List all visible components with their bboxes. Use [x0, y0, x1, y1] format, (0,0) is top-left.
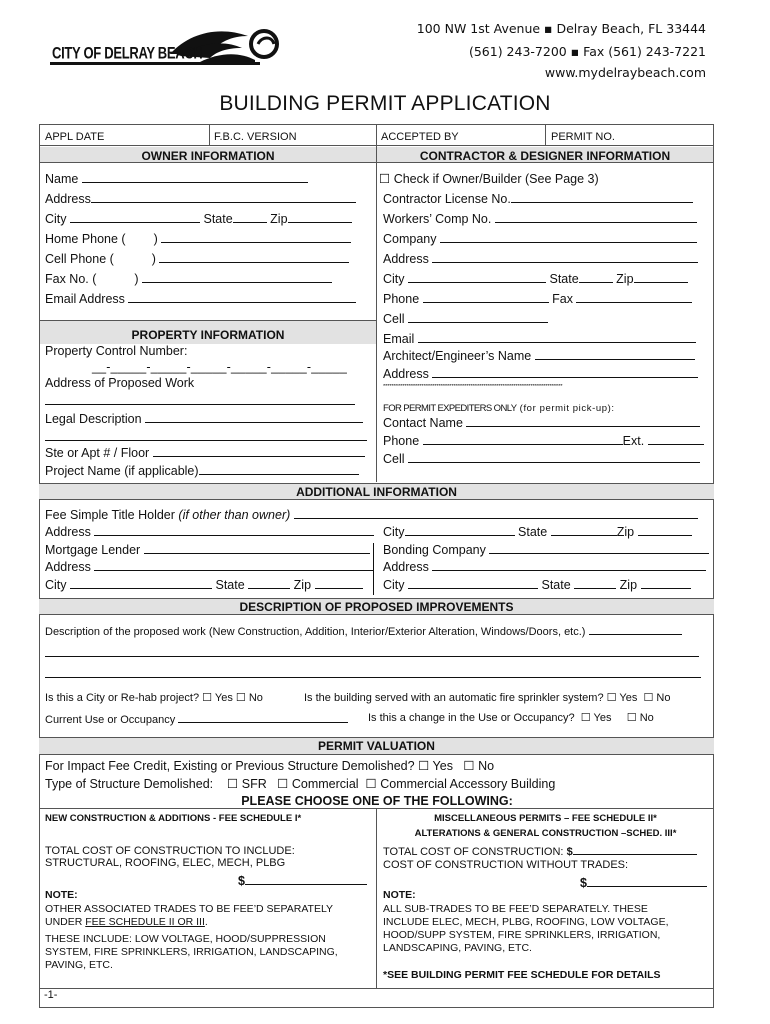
structure-type-row: Type of Structure Demolished: ☐ SFR ☐ Commercial ☐ Commercial Accessory Building: [45, 776, 556, 791]
property-heading: PROPERTY INFORMATION: [131, 328, 285, 342]
sprinkler-question: Is the building served with an automatic fire sprinkler system? ☐ Yes ☐ No: [304, 691, 671, 704]
permit-no-label[interactable]: PERMIT NO.: [551, 131, 615, 143]
expediter-phone-ext[interactable]: Phone Ext.: [383, 433, 704, 448]
nc-note-line1: OTHER ASSOCIATED TRADES TO BE FEE’D SEPARATELY: [45, 903, 334, 915]
mortgage-city-state-zip[interactable]: City State Zip: [45, 577, 363, 592]
misc-note-line3: HOOD/SUPP SYSTEM, FIRE SPRINKLERS, IRRIGATION,: [383, 929, 661, 941]
owner-builder-checkbox[interactable]: ☐ Check if Owner/Builder (See Page 3): [379, 171, 599, 186]
architect-name-field[interactable]: Architect/Engineer’s Name: [383, 348, 695, 363]
contractor-cell-field[interactable]: Cell: [383, 311, 548, 326]
sprinkler-yes-checkbox[interactable]: ☐: [606, 691, 617, 704]
owner-email[interactable]: Email Address: [45, 291, 356, 306]
expediter-contact-name[interactable]: Contact Name: [383, 415, 700, 430]
owner-name-field[interactable]: Name: [45, 171, 308, 186]
project-name-field[interactable]: Project Name (if applicable): [45, 463, 359, 478]
description-heading: DESCRIPTION OF PROPOSED IMPROVEMENTS: [39, 598, 714, 615]
sfr-checkbox[interactable]: ☐: [227, 776, 239, 791]
commercial-checkbox[interactable]: ☐: [277, 776, 289, 791]
page-number: -1-: [44, 989, 58, 1001]
nc-cost-field[interactable]: $: [238, 873, 367, 888]
new-construction-heading: NEW CONSTRUCTION & ADDITIONS - FEE SCHEDULE I*: [45, 813, 302, 824]
legal-description-field[interactable]: Legal Description: [45, 411, 363, 426]
owner-cell-phone[interactable]: Cell Phone ( ): [45, 251, 349, 266]
legal-description-line[interactable]: [45, 440, 367, 441]
header-address: 100 NW 1st Avenue ▪ Delray Beach, FL 33444: [416, 21, 706, 36]
rehab-yes-checkbox[interactable]: ☐: [202, 691, 213, 704]
property-control-number-label: Property Control Number:: [45, 344, 188, 358]
ste-apt-field[interactable]: Ste or Apt # / Floor: [45, 445, 365, 460]
description-prompt[interactable]: Description of the proposed work (New Construction, Addition, Interior/Exterior Alteration, Windows/Doors, etc.): [45, 623, 682, 638]
current-use-field[interactable]: Current Use or Occupancy: [45, 711, 348, 726]
checkbox-icon: ☐: [379, 171, 391, 186]
page-title: BUILDING PERMIT APPLICATION: [219, 92, 551, 115]
workers-comp-field[interactable]: Workers’ Comp No.: [383, 211, 697, 226]
nc-note-line5: PAVING, ETC.: [45, 959, 113, 971]
appl-date-label[interactable]: APPL DATE: [45, 131, 105, 143]
misc-total-field[interactable]: TOTAL COST OF CONSTRUCTION: $: [383, 843, 697, 858]
mortgage-address-field[interactable]: Address: [45, 559, 374, 574]
bonding-city-state-zip[interactable]: City State Zip: [383, 577, 691, 592]
additional-heading: ADDITIONAL INFORMATION: [39, 483, 714, 500]
owner-fax[interactable]: Fax No. ( ): [45, 271, 332, 286]
contractor-license-field[interactable]: Contractor License No.: [383, 191, 693, 206]
contractor-email-field[interactable]: Email: [383, 331, 696, 346]
nc-note-label: NOTE:: [45, 889, 78, 901]
misc-heading-1: MISCELLANEOUS PERMITS – FEE SCHEDULE II*: [434, 813, 657, 824]
separator-stars: ************************************************************************************: [383, 384, 563, 390]
description-line-1[interactable]: [45, 656, 699, 657]
mortgage-lender-field[interactable]: Mortgage Lender: [45, 542, 370, 557]
nc-total-line1: TOTAL COST OF CONSTRUCTION TO INCLUDE:: [45, 845, 295, 857]
misc-note-line4: LANDSCAPING, PAVING, ETC.: [383, 942, 532, 954]
valuation-heading: PERMIT VALUATION: [39, 737, 714, 755]
owner-home-phone[interactable]: Home Phone ( ): [45, 231, 351, 246]
rehab-question: Is this a City or Re-hab project? ☐ Yes ☐ No: [45, 691, 263, 704]
header-website[interactable]: www.mydelraybeach.com: [544, 65, 706, 80]
description-line-2[interactable]: [45, 677, 701, 678]
choose-one-heading: PLEASE CHOOSE ONE OF THE FOLLOWING:: [241, 794, 513, 808]
nc-note-line3: THESE INCLUDE: LOW VOLTAGE, HOOD/SUPPRESSION: [45, 933, 326, 945]
impact-fee-question: For Impact Fee Credit, Existing or Previous Structure Demolished? ☐ Yes ☐ No: [45, 758, 495, 773]
header-phone: (561) 243-7200 ▪ Fax (561) 243-7221: [468, 44, 706, 59]
change-use-question: Is this a change in the Use or Occupancy? ☐ Yes ☐ No: [368, 711, 654, 724]
rehab-no-checkbox[interactable]: ☐: [235, 691, 246, 704]
nc-total-line2: STRUCTURAL, ROOFING, ELEC, MECH, PLBG: [45, 857, 286, 869]
property-control-number-field[interactable]: __-_____-_____-_____-_____-_____-_____: [92, 360, 348, 374]
contractor-heading: CONTRACTOR & DESIGNER INFORMATION: [419, 149, 671, 163]
accessory-checkbox[interactable]: ☐: [365, 776, 377, 791]
nc-note-line2: UNDER FEE SCHEDULE II OR III.: [45, 916, 208, 928]
bonding-company-field[interactable]: Bonding Company: [383, 542, 709, 557]
misc-heading-2: ALTERATIONS & GENERAL CONSTRUCTION –SCHED. III*: [414, 828, 677, 839]
change-no-checkbox[interactable]: ☐: [626, 711, 637, 724]
contractor-address-field[interactable]: Address: [383, 251, 698, 266]
logo-text: CITY OF DELRAY BEACH: [52, 42, 203, 63]
impact-no-checkbox[interactable]: ☐: [463, 758, 475, 773]
change-yes-checkbox[interactable]: ☐: [580, 711, 591, 724]
nc-note-line4: SYSTEM, FIRE SPRINKLERS, IRRIGATION, LANDSCAPING,: [45, 946, 338, 958]
impact-yes-checkbox[interactable]: ☐: [418, 758, 430, 773]
city-logo: [50, 22, 285, 74]
expediters-heading: FOR PERMIT EXPEDITERS ONLY (for permit pick-up):: [383, 403, 615, 414]
expediter-cell[interactable]: Cell: [383, 451, 700, 466]
fbc-version-label[interactable]: F.B.C. VERSION: [214, 131, 297, 143]
contractor-company-field[interactable]: Company: [383, 231, 697, 246]
fee-schedule-note: *SEE BUILDING PERMIT FEE SCHEDULE FOR DETAILS: [383, 969, 661, 981]
proposed-work-address-line[interactable]: [45, 404, 355, 405]
sprinkler-no-checkbox[interactable]: ☐: [643, 691, 654, 704]
misc-note-line2: INCLUDE ELEC, MECH, PLBG, ROOFING, LOW VOLTAGE,: [383, 916, 669, 928]
bonding-address-field[interactable]: Address: [383, 559, 706, 574]
accepted-by-label[interactable]: ACCEPTED BY: [381, 131, 459, 143]
misc-without-trades-label: COST OF CONSTRUCTION WITHOUT TRADES:: [383, 859, 629, 871]
misc-note-label: NOTE:: [383, 889, 416, 901]
owner-address-field[interactable]: Address: [45, 191, 356, 206]
owner-city-state-zip[interactable]: City State Zip: [45, 211, 352, 226]
misc-note-line1: ALL SUB-TRADES TO BE FEE’D SEPARATELY. THESE: [383, 903, 648, 915]
title-holder-address[interactable]: Address: [45, 524, 374, 539]
contractor-city-state-zip[interactable]: City State Zip: [383, 271, 688, 286]
owner-heading: OWNER INFORMATION: [141, 149, 275, 163]
misc-cost-field[interactable]: $: [580, 875, 707, 890]
contractor-phone-fax[interactable]: Phone Fax: [383, 291, 692, 306]
architect-address-field[interactable]: Address: [383, 366, 698, 381]
proposed-work-address-label: Address of Proposed Work: [45, 376, 195, 390]
title-holder-field[interactable]: Fee Simple Title Holder (if other than owner): [45, 507, 698, 522]
title-holder-city-state-zip[interactable]: City State Zip: [383, 524, 692, 539]
